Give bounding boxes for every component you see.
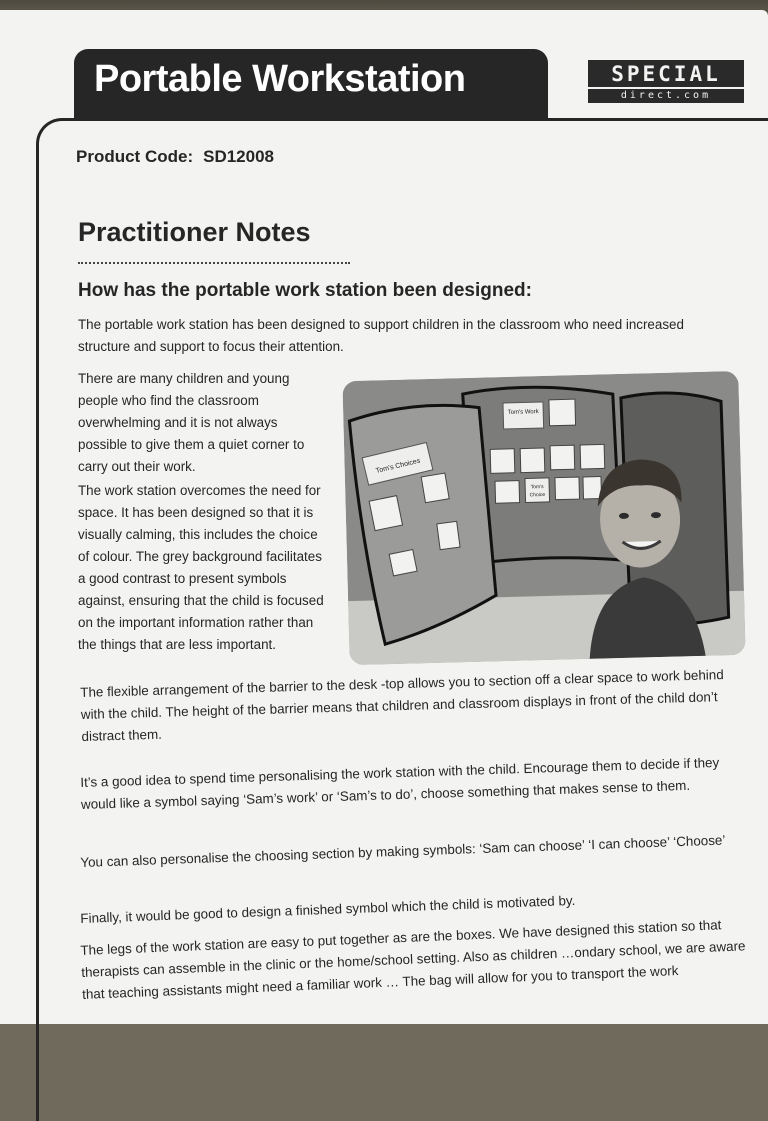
logo-wordmark: SPECIAL (588, 60, 744, 87)
workstation-photo (342, 371, 745, 665)
paragraph-personalise: It’s a good idea to spend time personalising the work station with the child. Encourage them to decide if they would like a symbol saying ‘Sam’s work’ or ‘Sam’s to do’, choose something that makes sense to them. (80, 754, 720, 812)
paragraph-choosing: You can also personalise the choosing section by making symbols: ‘Sam can choose’ ‘I can choose’ ‘Choose’ (80, 832, 726, 870)
brand-logo (588, 60, 744, 108)
section-title: Practitioner Notes (78, 217, 311, 247)
paragraph-barrier: The flexible arrangement of the barrier to the desk -top allows you to section off a clear space to work behind with the child. The height of the barrier means that children and classroom displays in front of the child don’t distract them. (80, 667, 724, 744)
photo-label-choice (525, 478, 550, 503)
paragraph-finished-symbol: Finally, it would be good to design a finished symbol which the child is motivated by. (80, 892, 576, 926)
paragraph-space: The work station overcomes the need for space. It has been designed so that it is visually calming, this includes the choice of colour. The grey background facilitates a good contrast to present symbols against, ensuring that the child is focused on the important information rather than the things that are less important. (78, 483, 324, 652)
logo-domain: direct.com (588, 89, 744, 103)
paragraph-assembly: The legs of the work station are easy to put together as are the boxes. We have designed this station so that therapists can assemble in the clinic or the home/school setting. Also as children …ondary school, we are aware that teaching assistants might need a familiar work … The bag will allow for you to transport the work (80, 917, 746, 1002)
paragraph-overwhelming: There are many children and young people who find the classroom overwhelming and it is not always possible to give them a quiet corner to carry out their work. (78, 371, 305, 474)
product-code-label: Product Code: (76, 147, 194, 166)
photo-text-tom: Tom's (530, 483, 544, 491)
intro-paragraph: The portable work station has been designed to support children in the classroom who need increased structure and support to focus their attention. (78, 317, 684, 354)
photo-text-choice: Choice (529, 491, 546, 499)
dotted-divider (78, 262, 350, 264)
photo-text-choices: Tom's Choices (375, 457, 421, 475)
photo-text-work: Tom's Work (507, 409, 539, 416)
page-title: Portable Workstation (94, 58, 466, 100)
product-code (76, 147, 274, 167)
section-question: How has the portable work station been designed: (78, 280, 532, 301)
product-code-value: SD12008 (203, 147, 274, 166)
photo-label-work (503, 402, 544, 429)
